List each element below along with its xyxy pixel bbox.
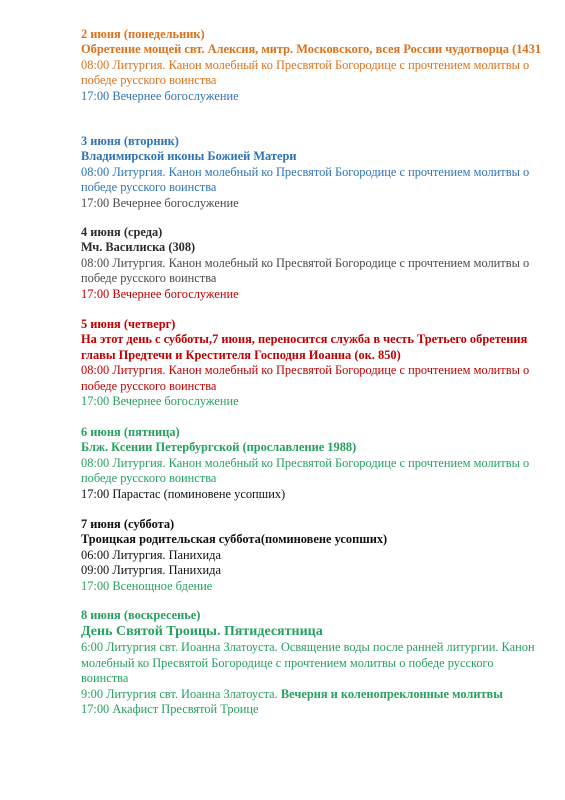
day-date <box>81 317 541 332</box>
service-line: 17:00 Акафист Пресвятой Троице <box>81 702 259 717</box>
feast-title: Блж. Ксении Петербургской (прославление 1988) <box>81 440 357 455</box>
weekday-text: (воскресенье) <box>123 608 201 622</box>
day-date <box>81 134 541 149</box>
day-date <box>81 225 541 240</box>
feast-title: Мч. Василиска (308) <box>81 240 196 255</box>
day-block <box>81 225 541 302</box>
feast-title: Троицкая родительская суббота(поминовене усопших) <box>81 532 388 547</box>
day-block <box>81 134 541 211</box>
weekday-text: (среда) <box>123 225 163 239</box>
service-text-bold: Вечерня и коленопреклонные молитвы <box>280 686 503 701</box>
day-block <box>81 27 541 104</box>
service-line: 06:00 Литургия. Панихида <box>81 547 221 562</box>
day-date <box>81 517 541 532</box>
date-text: 3 июня <box>81 134 121 148</box>
feast-title: На этот день с субботы,7 июня, переносится служба в честь Третьего обретения главы Предтечи и Крестителя Господня Иоанна (ок. 850) <box>81 332 528 362</box>
date-text: 5 июня <box>81 317 121 331</box>
day-date <box>81 608 541 623</box>
service-line: 08:00 Литургия. Канон молебный ко Пресвятой Богородице с прочтением молитвы о победе русского воинства <box>81 455 530 486</box>
feast-title: День Святой Троицы. Пятидесятница <box>81 624 323 640</box>
day-date <box>81 27 541 42</box>
date-text: 4 июня <box>81 225 121 239</box>
service-line: 08:00 Литургия. Канон молебный ко Пресвятой Богородице с прочтением молитвы о победе русского воинства <box>81 57 530 88</box>
date-text: 7 июня <box>81 517 121 531</box>
day-block <box>81 425 541 502</box>
service-line: 17:00 Вечернее богослужение <box>81 394 239 409</box>
date-text: 6 июня <box>81 425 121 439</box>
service-line: 08:00 Литургия. Канон молебный ко Пресвятой Богородице с прочтением молитвы о победе русского воинства <box>81 164 530 195</box>
day-block <box>81 317 541 409</box>
day-block <box>81 608 541 717</box>
service-line: 17:00 Вечернее богослужение <box>81 286 239 301</box>
service-line <box>81 687 541 702</box>
feast-title: Владимирской иконы Божией Матери <box>81 149 297 164</box>
date-text: 8 июня <box>81 608 121 622</box>
day-date <box>81 425 541 440</box>
date-text: 2 июня <box>81 27 121 41</box>
weekday-text: (четверг) <box>123 317 176 331</box>
service-line: 08:00 Литургия. Канон молебный ко Пресвятой Богородице с прочтением молитвы о победе русского воинства <box>81 363 530 393</box>
service-line: 17:00 Вечернее богослужение <box>81 88 239 103</box>
service-line: 09:00 Литургия. Панихида <box>81 563 221 578</box>
weekday-text: (суббота) <box>123 517 175 531</box>
service-line: 6:00 Литургия свт. Иоанна Златоуста. Освящение воды после ранней литургии. Канон молебный ко Пресвятой Богородице с прочтением молитвы о победе русского воинства <box>81 640 535 686</box>
weekday-text: (вторник) <box>123 134 179 148</box>
service-text: 9:00 Литургия свт. Иоанна Златоуста. <box>81 686 278 701</box>
service-line: 17:00 Вечернее богослужение <box>81 195 239 210</box>
service-line: 17:00 Парастас (поминовене усопших) <box>81 486 286 501</box>
service-line: 08:00 Литургия. Канон молебный ко Пресвятой Богородице с прочтением молитвы о победе русского воинства <box>81 255 530 286</box>
feast-title: Обретение мощей свт. Алексия, митр. Московского, всея России чудотворца (1431 <box>81 42 542 57</box>
service-line: 17:00 Всенощное бдение <box>81 578 213 593</box>
weekday-text: (понедельник) <box>123 27 205 41</box>
day-block <box>81 517 541 594</box>
weekday-text: (пятница) <box>123 425 180 439</box>
